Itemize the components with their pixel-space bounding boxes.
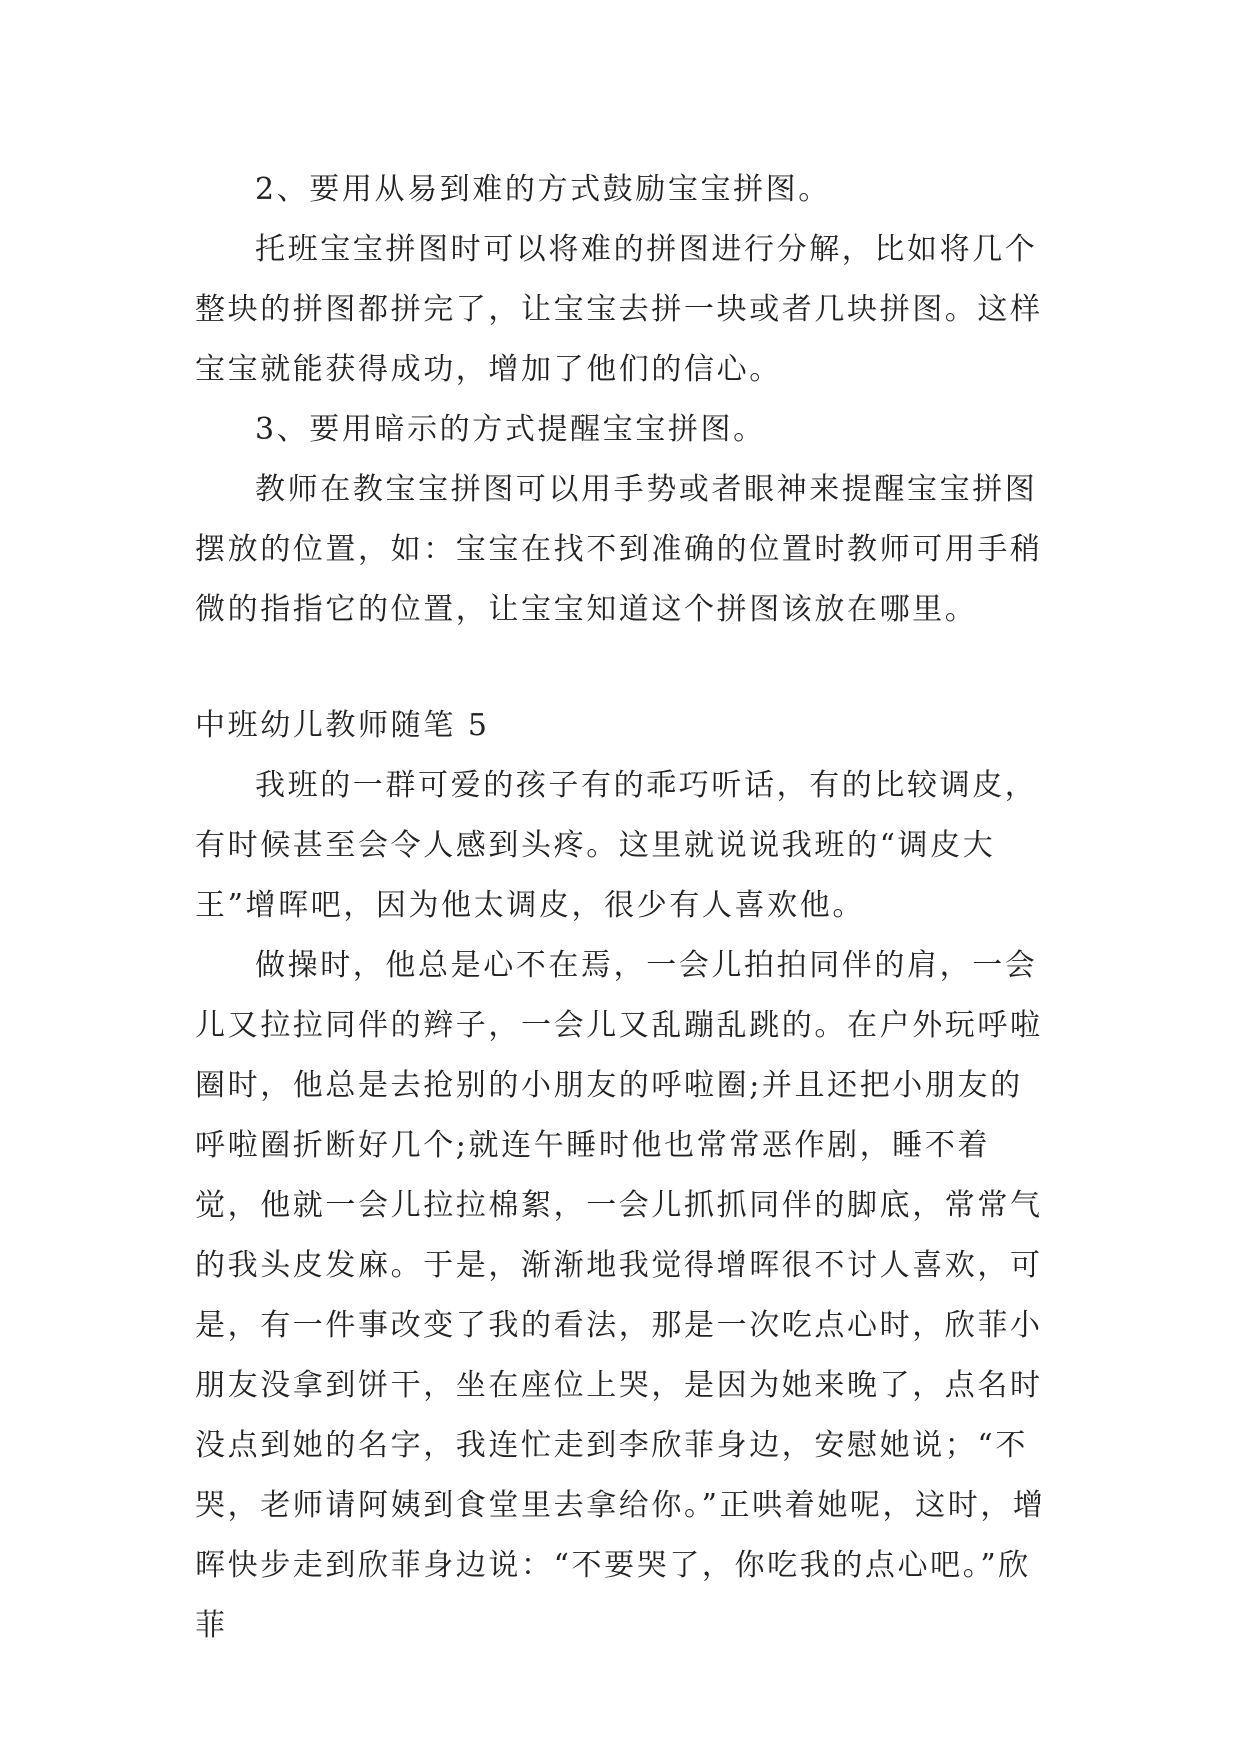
list-item-3: 3、要用暗示的方式提醒宝宝拼图。 [255, 412, 766, 447]
list-item-2: 2、要用从易到难的方式鼓励宝宝拼图。 [255, 172, 831, 207]
paragraph-intro: 我班的一群可爱的孩子有的乖巧听话，有的比较调皮，有时候甚至会令人感到头疼。这里就说说我班的“调皮大王”增晖吧，因为他太调皮，很少有人喜欢他。 [195, 768, 1038, 923]
paragraph-hint-method: 教师在教宝宝拼图可以用手势或者眼神来提醒宝宝拼图摆放的位置，如：宝宝在找不到准确的位置时教师可用手稍微的指指它的位置，让宝宝知道这个拼图该放在哪里。 [195, 472, 1043, 627]
document-body [195, 160, 1055, 1656]
paragraph-puzzle-breakdown: 托班宝宝拼图时可以将难的拼图进行分解，比如将几个整块的拼图都拼完了，让宝宝去拼一块或者几块拼图。这样宝宝就能获得成功，增加了他们的信心。 [195, 232, 1043, 387]
section-title: 中班幼儿教师随笔 5 [195, 708, 490, 743]
paragraph-story: 做操时，他总是心不在焉，一会儿拍拍同伴的肩，一会儿又拉拉同伴的辫子，一会儿又乱蹦乱跳的。在户外玩呼啦圈时，他总是去抢别的小朋友的呼啦圈;并且还把小朋友的呼啦圈折断好几个;就连午睡时他也常常恶作剧，睡不着觉，他就一会儿拉拉棉絮，一会儿抓抓同伴的脚底，常常气的我头皮发麻。于是，渐渐地我觉得增晖很不讨人喜欢，可是，有一件事改变了我的看法，那是一次吃点心时，欣菲小朋友没拿到饼干，坐在座位上哭，是因为她来晚了，点名时没点到她的名字，我连忙走到李欣菲身边，安慰她说；“不哭，老师请阿姨到食堂里去拿给你。”正哄着她呢，这时，增晖快步走到欣菲身边说：“不要哭了，你吃我的点心吧。”欣菲 [195, 948, 1046, 1643]
